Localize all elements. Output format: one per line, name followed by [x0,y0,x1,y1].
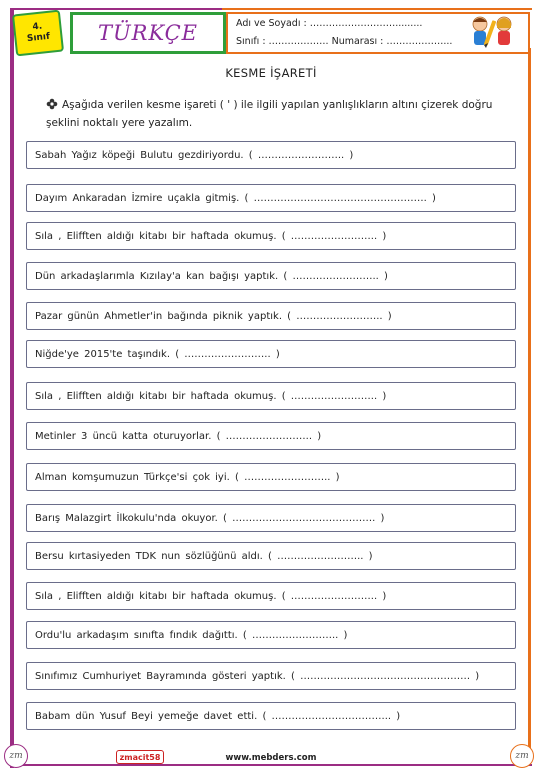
subject-title-box [70,12,226,54]
question-text: Sabah Yağız köpeği Bulutu gezdiriyordu. ( …………………….. ) [35,149,354,161]
frame-right-border [528,48,531,760]
question-box[interactable] [26,702,516,730]
question-text: Pazar günün Ahmetler'in bağında piknik yaptık. ( …………………….. ) [35,310,392,322]
author-badge: zmacit58 [116,750,164,764]
question-text: Babam dün Yusuf Beyi yemeğe davet etti. ( ……………………………... ) [35,710,401,722]
question-text: Barış Malazgirt İlkokulu'nda okuyor. ( ……………………………………. ) [35,512,385,524]
question-box[interactable] [26,542,516,570]
question-box[interactable] [26,621,516,649]
question-text: Metinler 3 üncü katta oturuyorlar. ( …………………….. ) [35,430,322,442]
grade-badge [12,10,64,57]
question-box[interactable] [26,662,516,690]
question-text: Dün arkadaşlarımla Kızılay'a kan bağışı yaptık. ( …………………….. ) [35,270,388,282]
question-box[interactable] [26,302,516,330]
question-box[interactable] [26,262,516,290]
instruction-text: Aşağıda verilen kesme işareti ( ' ) ile ilgili yapılan yanlışlıkların altını çizerek doğru şeklini noktalı yere yazalım. [46,99,493,129]
question-box[interactable] [26,422,516,450]
question-text: Ordu'lu arkadaşım sınıfta fındık dağıttı. ( …………………….. ) [35,629,348,641]
question-text: Sıla , Elifften aldığı kitabı bir haftada okumuş. ( …………………….. ) [35,230,387,242]
frame-top-border-right [222,8,532,10]
footer-website[interactable]: www.mebders.com [225,753,317,763]
question-text: Sıla , Elifften aldığı kitabı bir haftada okumuş. ( …………………….. ) [35,390,387,402]
question-text: Sınıfımız Cumhuriyet Bayramında gösteri yaptık. ( …………………………………………… ) [35,670,480,682]
question-text: Dayım Ankaradan İzmire uçakla gitmiş. ( ……………………………………………. ) [35,192,436,204]
corner-mark-left: zm [4,744,28,768]
grade-number: 4. [32,21,43,33]
student-class-line[interactable]: Sınıfı : ………………. Numarası : ………………... [236,36,453,47]
question-text: Bersu kırtasiyeden TDK nun sözlüğünü aldı. ( …………………….. ) [35,550,373,562]
corner-mark-right: zm [510,744,534,768]
frame-left-border [10,8,14,768]
student-name-line[interactable]: Adı ve Soyadı : ………………………......... [236,18,423,29]
worksheet-heading: KESME İŞARETİ [225,66,317,80]
question-box[interactable] [26,340,516,368]
question-box[interactable] [26,222,516,250]
grade-label: Sınıf [26,31,51,45]
question-box[interactable] [26,141,516,169]
question-box[interactable] [26,504,516,532]
flower-icon [46,98,58,110]
question-text: Sıla , Elifften aldığı kitabı bir haftada okumuş. ( …………………….. ) [35,590,387,602]
subject-title: TÜRKÇE [97,21,199,45]
instruction [46,96,516,132]
kids-illustration-icon [462,14,522,50]
question-box[interactable] [26,582,516,610]
frame-bottom-border [10,764,532,766]
question-text: Alman komşumuzun Türkçe'si çok iyi. ( …………………….. ) [35,471,340,483]
question-box[interactable] [26,184,516,212]
question-box[interactable] [26,382,516,410]
question-box[interactable] [26,463,516,491]
question-text: Niğde'ye 2015'te taşındık. ( …………………….. ) [35,348,280,360]
